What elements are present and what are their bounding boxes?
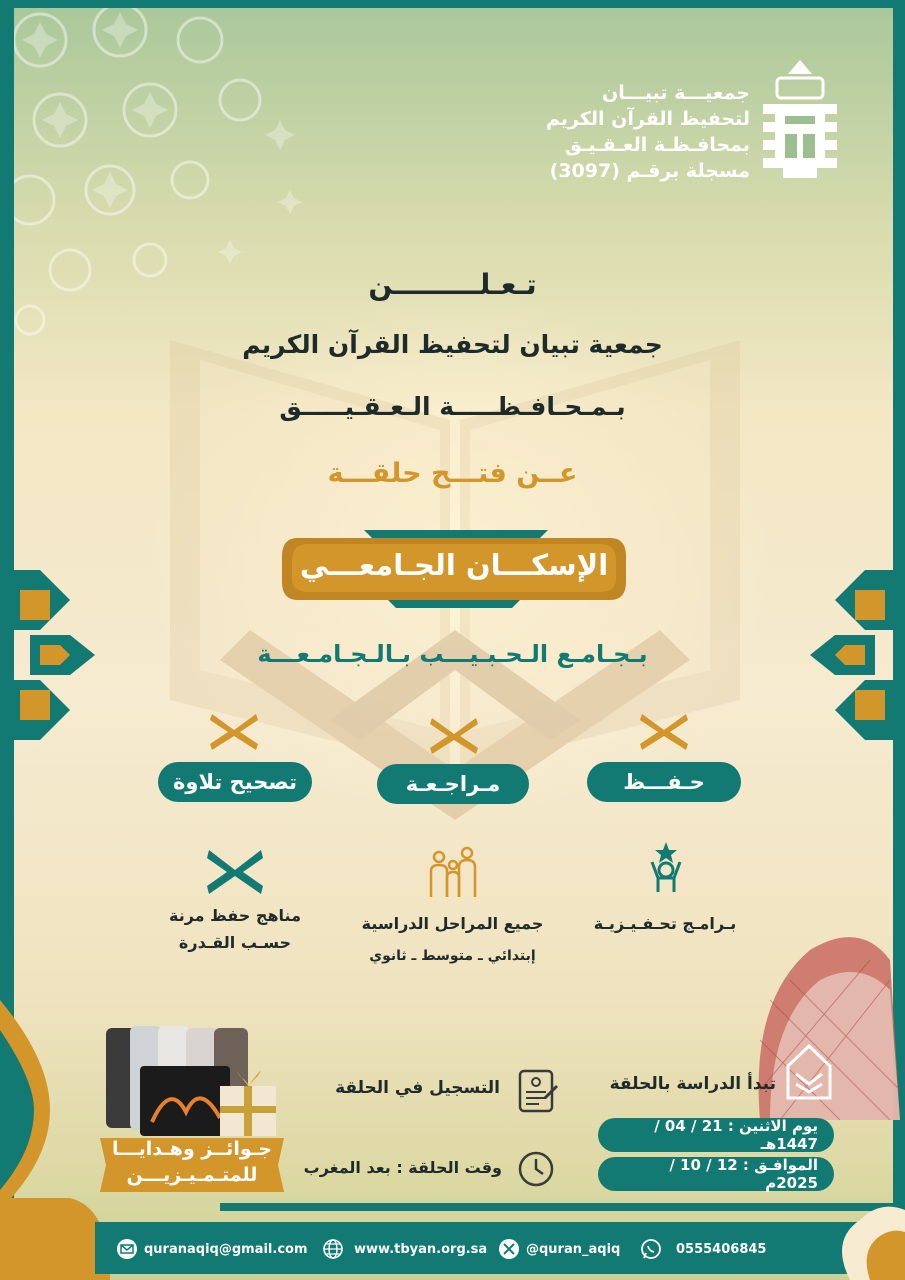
clock-icon: [517, 1150, 555, 1188]
footer-left-ornament: [0, 1198, 110, 1280]
prizes-illustration: [100, 1022, 280, 1142]
contact-email[interactable]: [116, 1236, 308, 1262]
org-line-3: بمحافـظـة العـقـيـق: [564, 134, 750, 156]
footer-right-ornament: [810, 1180, 905, 1280]
org-line-4: مسجلة برقـم (3097): [549, 160, 750, 182]
prizes-line-1: جـوائــز وهـدايـــا: [112, 1138, 272, 1160]
phone-text: 0555406845: [676, 1241, 767, 1257]
left-corner-ornament: [0, 1000, 60, 1210]
star-person-icon: [638, 840, 694, 896]
frame-top: [0, 0, 905, 8]
right-ornament: [795, 560, 905, 750]
governorate-title: بـمـحـافـظـــــة الـعـقـيـــــق: [279, 392, 626, 421]
feature-curriculum-sub: حسـب القـدرة: [178, 933, 292, 952]
x-twitter-icon: [498, 1238, 520, 1260]
track-memorization: حـفـــظ: [587, 762, 741, 802]
twitter-text: @quran_aqiq: [526, 1241, 621, 1257]
footer-top-bar: [220, 1203, 905, 1211]
email-icon: [116, 1238, 138, 1260]
family-icon: [425, 843, 481, 899]
circle-name: الإسكـــان الجـامعـــي: [299, 548, 609, 582]
date-gregorian: الموافـق : 12 / 10 / 2025م: [598, 1157, 834, 1191]
announce-title: تـعـلـــــــــن: [368, 268, 537, 301]
tbyan-logo-icon: [755, 56, 845, 186]
org-line-2: لتحفيظ القرآن الكريم: [545, 108, 750, 130]
email-text: quranaqiq@gmail.com: [144, 1241, 308, 1257]
cross-ornament-icon: [638, 712, 690, 750]
registration-form-icon: [517, 1068, 559, 1114]
website-text: www.tbyan.org.sa: [354, 1241, 488, 1257]
circle-time: وقت الحلقة : بعد المغرب: [303, 1158, 502, 1177]
date-hijri: يوم الاثنين : 21 / 04 / 1447هـ: [598, 1118, 834, 1152]
org-name-title: جمعية تبيان لتحفيظ القرآن الكريم: [242, 330, 663, 359]
study-start-label: تبدأ الدراسة بالحلقة: [609, 1074, 776, 1094]
mosque-name: بـجـامـع الـحـبـيـــب بـالـجـامـعـــة: [257, 640, 648, 668]
contact-phone[interactable]: [640, 1236, 766, 1262]
prizes-text: [96, 1136, 288, 1188]
feature-stages-title: جميع المراحل الدراسية: [361, 914, 544, 933]
feature-curriculum-title: مناهج حفظ مرنة: [169, 906, 301, 925]
prizes-line-2: للمتـمـيـزيـــن: [126, 1164, 258, 1186]
org-line-1: جمعيـــة تبيـــان: [601, 82, 750, 104]
org-block: [450, 80, 750, 184]
mosque-book-icon: [784, 1044, 834, 1100]
contact-twitter[interactable]: [498, 1236, 620, 1262]
track-tajweed: تصحيح تلاوة: [158, 762, 312, 802]
feature-motivation-title: بـرامـج تحـفـيـزيـة: [593, 914, 737, 933]
contact-website[interactable]: [322, 1236, 487, 1262]
cross-ornament-icon: [208, 712, 260, 750]
registration-label: التسجيل في الحلقة: [335, 1078, 500, 1098]
track-revision: مـراجـعـة: [377, 764, 529, 804]
feature-stages-sub: إبتدائي ـ متوسط ـ ثانوي: [369, 948, 536, 964]
open-book-icon: [205, 848, 265, 894]
opening-subtitle: عــن فتـــح حلقـــة: [327, 458, 578, 489]
globe-icon: [322, 1238, 344, 1260]
whatsapp-icon: [640, 1238, 662, 1260]
left-ornament: [0, 560, 110, 750]
cross-ornament-icon: [428, 716, 480, 754]
